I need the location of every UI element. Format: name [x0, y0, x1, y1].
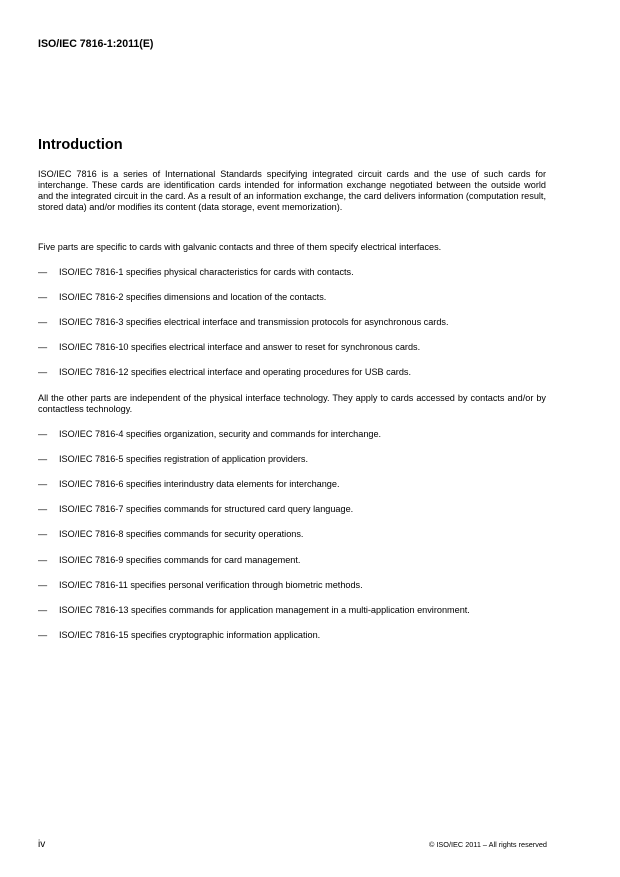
- list-item: [38, 580, 363, 591]
- list-item: [38, 342, 420, 353]
- list-dash: —: [38, 317, 48, 327]
- list-item: [38, 454, 308, 465]
- list-item-text: ISO/IEC 7816-3 specifies electrical interface and transmission protocols for asynchronous cards.: [59, 317, 449, 327]
- list-item: [38, 479, 340, 490]
- list-item-text: ISO/IEC 7816-11 specifies personal verification through biometric methods.: [59, 580, 363, 590]
- list-item-text: ISO/IEC 7816-9 specifies commands for card management.: [59, 555, 301, 565]
- list-item-text: ISO/IEC 7816-1 specifies physical characteristics for cards with contacts.: [59, 267, 354, 277]
- list-item: [38, 504, 353, 515]
- list-item: [38, 555, 300, 566]
- contacts-paragraph: Five parts are specific to cards with galvanic contacts and three of them specify electrical interfaces.: [38, 242, 442, 252]
- list-dash: —: [38, 479, 48, 489]
- list-item-text: ISO/IEC 7816-13 specifies commands for application management in a multi-application environment.: [59, 605, 470, 615]
- list-dash: —: [38, 605, 48, 615]
- list-dash: —: [38, 292, 48, 302]
- list-item: [38, 317, 449, 328]
- page-number: iv: [38, 839, 46, 850]
- list-dash: —: [38, 367, 48, 377]
- section-title: Introduction: [38, 137, 123, 153]
- list-item: [38, 429, 381, 440]
- list-item: [38, 292, 326, 303]
- list-dash: —: [38, 429, 48, 439]
- list-dash: —: [38, 342, 48, 352]
- list-item-text: ISO/IEC 7816-2 specifies dimensions and location of the contacts.: [59, 292, 327, 302]
- list-item-text: ISO/IEC 7816-12 specifies electrical interface and operating procedures for USB cards.: [59, 367, 411, 377]
- list-dash: —: [38, 529, 48, 539]
- list-dash: —: [38, 555, 48, 565]
- list-item-text: ISO/IEC 7816-8 specifies commands for security operations.: [59, 529, 304, 539]
- list-item: [38, 529, 303, 540]
- list-item-text: ISO/IEC 7816-10 specifies electrical interface and answer to reset for synchronous cards.: [59, 342, 421, 352]
- list-dash: —: [38, 454, 48, 464]
- list-dash: —: [38, 504, 48, 514]
- copyright-notice: © ISO/IEC 2011 – All rights reserved: [429, 840, 547, 849]
- list-item-text: ISO/IEC 7816-6 specifies interindustry data elements for interchange.: [59, 479, 340, 489]
- list-item-text: ISO/IEC 7816-15 specifies cryptographic information application.: [59, 630, 321, 640]
- contactless-paragraph: All the other parts are independent of the physical interface technology. They apply to cards accessed by contacts and/or by contactless technology.: [38, 393, 546, 414]
- list-item: [38, 267, 354, 278]
- document-id: ISO/IEC 7816-1:2011(E): [38, 38, 154, 50]
- list-dash: —: [38, 630, 48, 640]
- list-item: [38, 630, 320, 641]
- list-item-text: ISO/IEC 7816-5 specifies registration of application providers.: [59, 454, 309, 464]
- list-item: [38, 367, 411, 378]
- list-item-text: ISO/IEC 7816-4 specifies organization, security and commands for interchange.: [59, 429, 382, 439]
- intro-paragraph: ISO/IEC 7816 is a series of International Standards specifying integrated circuit cards and the use of such cards for interchange. These cards are identification cards intended for information exchange negotiated between the outside world and the integrated circuit in the card. As a result of an information exchange, the card delivers information (computation result, stored data) and/or modifies its content (data storage, event memorization).: [38, 169, 546, 212]
- list-dash: —: [38, 267, 48, 277]
- list-dash: —: [38, 580, 48, 590]
- list-item: [38, 605, 470, 616]
- list-item-text: ISO/IEC 7816-7 specifies commands for structured card query language.: [59, 504, 354, 514]
